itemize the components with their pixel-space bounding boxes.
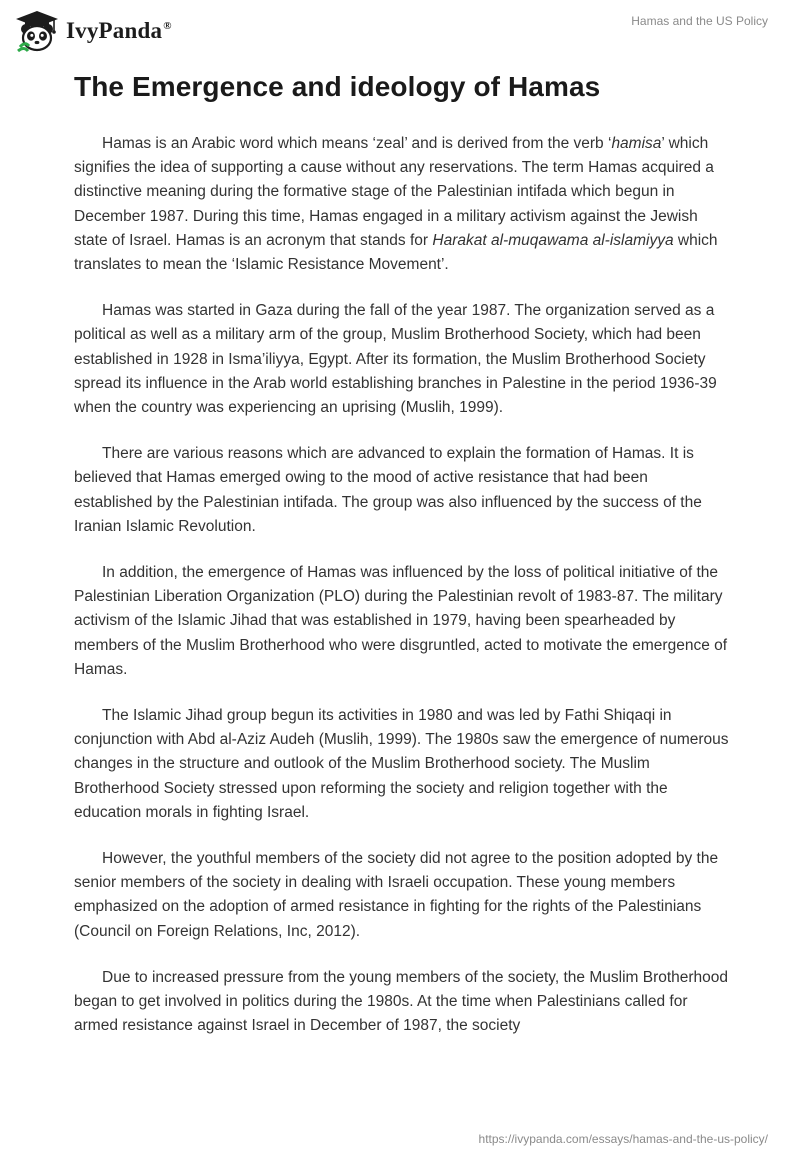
running-title: Hamas and the US Policy (631, 14, 768, 28)
page-header (0, 0, 800, 60)
paragraph-1: Hamas is an Arabic word which means ‘zeal’ and is derived from the verb ‘hamisa’ which signifies the idea of supporting a cause without any reservations. The term Hamas acquired a distinctive meaning during the formative stage of the Palestinian intifada which begun in December 1987. During this time, Hamas engaged in a military activism against the Jewish state of Israel. Hamas is an acronym that stands for Harakat al-muqawama al-islamiyya which translates to mean the ‘Islamic Resistance Movement’. (74, 135, 718, 274)
source-url[interactable]: https://ivypanda.com/essays/hamas-and-the-us-policy/ (478, 1132, 768, 1146)
ivypanda-logo[interactable] (14, 9, 172, 53)
paragraph-2: Hamas was started in Gaza during the fall of the year 1987. The organization served as a political as well as a military arm of the group, Muslim Brotherhood Society, which had been established in 1928 in Isma’iliyya, Egypt. After its formation, the Muslim Brotherhood Society spread its influence in the Arab world establishing branches in Palestine in the period 1936-39 when the country was experiencing an uprising (Muslih, 1999). (74, 302, 717, 417)
page-title: The Emergence and ideology of Hamas (74, 71, 601, 102)
paragraph-3: There are various reasons which are advanced to explain the formation of Hamas. It is believed that Hamas emerged owing to the mood of active resistance that had been established by the Palestinian intifada. The group was also influenced by the success of the Iranian Islamic Revolution. (74, 445, 702, 535)
panda-graduation-cap-icon (14, 9, 60, 53)
paragraph-6: However, the youthful members of the society did not agree to the position adopted by the senior members of the society in dealing with Israeli occupation. These young members emphasized on the adoption of armed resistance in fighting for the rights of the Palestinians (Council on Foreign Relations, Inc, 2012). (74, 850, 719, 940)
brand-name: IvyPanda® (66, 18, 172, 43)
essay-body (74, 132, 730, 1061)
paragraph-5: The Islamic Jihad group begun its activities in 1980 and was led by Fathi Shiqaqi in conjunction with Abd al-Aziz Audeh (Muslih, 1999). The 1980s saw the emergence of numerous changes in the structure and outlook of the Muslim Brotherhood society. The Muslim Brotherhood Society stressed upon reforming the society and religion together with the education morals in fighting Israel. (74, 707, 729, 821)
paragraph-4: In addition, the emergence of Hamas was influenced by the loss of political initiative of the Palestinian Liberation Organization (PLO) during the Palestinian revolt of 1983-87. The military activism of the Islamic Jihad that was established in 1979, having been spearheaded by members of the Muslim Brotherhood who were disgruntled, acted to motivate the emergence of Hamas. (74, 564, 728, 678)
paragraph-7: Due to increased pressure from the young members of the society, the Muslim Brotherhood began to get involved in politics during the 1980s. At the time when Palestinians called for armed resistance against Israel in December of 1987, the society (74, 968, 729, 1035)
